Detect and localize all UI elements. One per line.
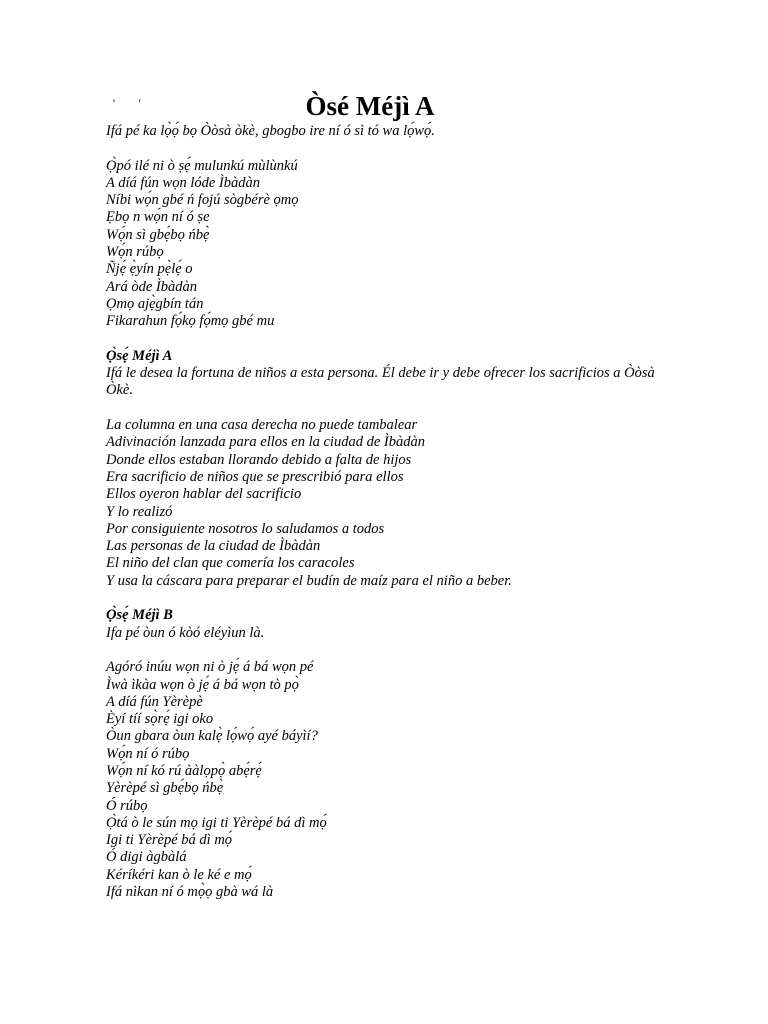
verse-line: Ifá nìkan ní ó mọ̀ọ gbà wá là <box>106 884 274 901</box>
verse-line: Kéríkéri kan ò le ké e mọ́ <box>106 866 252 883</box>
verse-line: A díá fún wọn lóde Ìbàdàn <box>106 174 260 191</box>
page-title: Òsé Méjì A <box>305 91 435 121</box>
verse-yoruba <box>106 158 666 331</box>
spacer <box>106 140 666 157</box>
verse-line: Ọmọ ajẹ̀gbín tán <box>106 295 204 312</box>
spacer <box>106 400 666 417</box>
verse-line: Ará òde Ìbàdàn <box>106 278 198 295</box>
translation-line: Era sacrificio de niños que se prescribió para ellos <box>106 468 404 485</box>
verse-line: Èyí tíí sọ̀rẹ́ igi oko <box>106 711 214 728</box>
verse-line: Ìwà ìkàa wọn ò jẹ́ á bá wọn tò pọ̀ <box>106 676 299 693</box>
verse-line: Yèrèpé sì gbẹ́bọ ńbẹ̀ <box>106 780 224 797</box>
section-a-intro: Ifá le desea la fortuna de niños a esta persona. Él debe ir y debe ofrecer los sacrificios a Òòsà Òkè. <box>106 365 655 399</box>
section-b <box>106 607 666 901</box>
section-a-heading: Ọ̀sẹ́ Méjì A <box>106 347 173 364</box>
verse-line: Igi ti Yèrèpé bá dì mọ́ <box>106 832 233 849</box>
verse-line: Òun gbara òun kalẹ̀ lọ́wọ́ ayé báyìí? <box>106 728 318 745</box>
translation-line: Por consiguiente nosotros lo saludamos a todos <box>106 520 385 537</box>
section-b-heading: Ọ̀sẹ́ Méjì B <box>106 607 173 624</box>
section-b-intro: Ifa pé òun ó kòó eléyìun là. <box>106 624 265 641</box>
verse-line: Ó rúbọ <box>106 797 148 814</box>
translation-line: Ellos oyeron hablar del sacrificio <box>106 486 302 503</box>
verse-line: Wọ́n sì gbẹ́bọ ńbẹ̀ <box>106 226 210 243</box>
verse-line: Wọ́n ní kó rú ààlọpọ̀ abẹ́rẹ́ <box>106 762 262 779</box>
translation-line: Donde ellos estaban llorando debido a falta de hijos <box>106 451 412 468</box>
verse-line: Ẹbọ n wọ́n ní ó ṣe <box>106 209 210 226</box>
document-body <box>106 123 666 901</box>
translation-line: La columna en una casa derecha no puede tambalear <box>106 417 418 434</box>
spacer <box>106 642 666 659</box>
verse-line: Fikarahun fọ́kọ fọ́mọ gbé mu <box>106 313 275 330</box>
verse-line: Ọ̀pó ilé ni ò ṣẹ́ mulunkú mùlùnkú <box>106 157 298 174</box>
verse-line: Wọ́n ní ó rúbọ <box>106 745 190 762</box>
stray-marks: ' ' <box>112 96 151 110</box>
verse-line: A díá fún Yèrèpè <box>106 693 203 710</box>
verse-line: Ñjẹ́ ẹ̀yín pẹ̀lẹ́ o <box>106 261 193 278</box>
verse-line: Wọ́n rúbọ <box>106 244 164 261</box>
translation-line: Y lo realizó <box>106 503 173 520</box>
verse-line: Ó digi àgbàlá <box>106 849 187 866</box>
section-a <box>106 348 666 590</box>
verse-line: Níbi wọ́n gbé ń fojú sògbérè ọmọ <box>106 192 299 209</box>
intro-line: Ifá pé ka lọ̀ọ́ bọ Òòsà òkè, gbogbo ire ní ó sì tó wa lọ́wọ́. <box>106 123 435 139</box>
spacer <box>106 331 666 348</box>
verse-line: Ọ̀tá ò le sún mọ igi ti Yèrèpé bá dì mọ́ <box>106 814 327 831</box>
translation-line: Las personas de la ciudad de Ìbàdàn <box>106 538 321 555</box>
translation-line: El niño del clan que comería los caracoles <box>106 555 355 572</box>
verse-line: Agóró inúu wọn ni ò jẹ́ á bá wọn pé <box>106 659 314 676</box>
translation-line: Y usa la cáscara para preparar el budín de maíz para el niño a beber. <box>106 572 512 589</box>
translation-line: Adivinación lanzada para ellos en la ciudad de Ìbàdàn <box>106 434 425 451</box>
spacer <box>106 590 666 607</box>
